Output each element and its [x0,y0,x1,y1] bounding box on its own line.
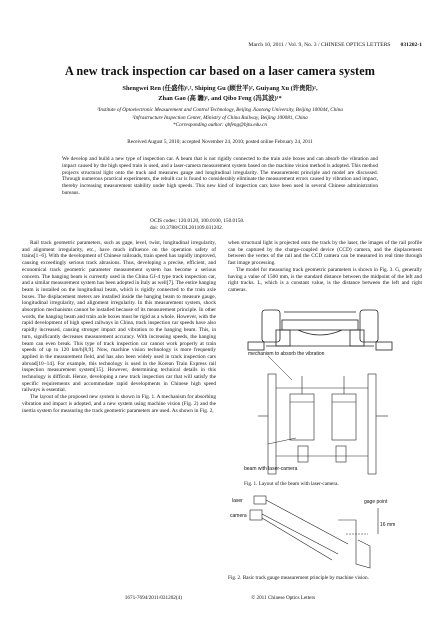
copyright: © 2011 Chinese Optics Letters [251,595,316,601]
running-header [150,42,422,48]
abstract: We develop and build a new type of inspection car. A beam that is not rigidly connected to the train axle boxes and can absorb the vibration and impact caused by the high speed train is used, and a laser-camera measurement system based on the machine vision method is adopted. This method projects structural light onto the track and measures gauge and longitudinal irregularity. The measurement principle and model are discussed. Through numerous practical experiments, the rebuilt car is found to considerably eliminate the measurement errors caused by vibration and impact, thereby increasing measurement stability under high speeds. This new kind of inspection cars have been used in several Chinese administration bureaus. [62,156,378,196]
affiliation-2: ²Infrastructure Inspection Center, Ministry of China Railway, Beijing 100081, China [132,114,308,121]
body-paragraph: Rail track geometric parameters, such as gage, level, twist, longitudinal irregularity, and alignment irregularity, etc., have much influence on the operation safety of trains[1−6]. With the development of Chinese railroads, train speed has rapidly improved, causing exceedingly serious track abrasions. Thus, developing a precise, efficient, and economical track geometric parameter measurement system has become a serious concern. The hanging beam is currently used in the China GJ-4 type track inspection car, and a similar measurement system has been adopted in Italy as well[7]. The entire hanging beam is installed on the longitudinal beam, which is rigidly connected to the train axle boxes. The displacement meters are installed inside the hanging beam to measure gauge, longitudinal irregularity, and alignment irregularity. In this measurement system, shock absorption mechanisms cannot be installed because of its measurement principle. In other words, the hanging beam and train axle boxes must be rigid as a whole. However, with the rapid development of high speed railways in China, track inspection car speeds have also rapidly increased, causing stronger impact and vibration to the hanging beam. This, in turn, significantly decreases measurement accuracy. With increasing speeds, the hanging beam can even break. This type of track inspection car cannot work properly at train speeds of up to 120 km/h[8,9]. Now, machine vision technology is more frequently applied in the measurement field, and has also been widely used in track inspection cars abroad[10−14]. For example, this technology is used in the Korean Train Express rail inspection measurement system[15]. However, determining technical details in this technology is difficult. Hence, developing a new track inspection car that will satisfy the specific requirements and accommodate rapid developments in Chinese high speed railways is essential. [22,240,216,394]
train-bogie-drawing [248,310,392,350]
right-column [228,240,422,294]
authors [0,84,440,104]
figure-1-caption: Fig. 1. Layout of the beam with laser-camera. [244,481,339,487]
label-16mm: 16 mm [380,522,396,528]
left-column [22,240,216,414]
rail-profile [338,520,370,568]
figure-2 [228,494,422,572]
paper-title: A new track inspection car based on a laser camera system [65,64,375,78]
pointer-line [268,356,292,380]
body-paragraph: The layout of the proposed new system is shown in Fig. 1. A mechanism for absorbing vibration and impact is adopted, and a new system using machine vision (Fig. 2) and the inertia system for measuring the track geometric parameters are used. As shown in Fig. 2, [22,394,216,414]
label-mechanism: mechanism to absorb the vibration [248,351,325,357]
doi: doi: 10.3788/COL201109.031202. [150,224,224,231]
label-laser: laser [232,498,243,504]
camera-box [250,510,262,520]
issn: 1671-7694/2011/031202(4) [124,595,182,601]
page-footer [0,595,440,601]
journal-info: March 10, 2011 / Vol. 9, No. 3 / CHINESE OPTICS LETTERS [248,42,391,48]
corresponding-author: *Corresponding author: qbfeng@bjtu.edu.cn [173,122,267,129]
label-beam: beam with laser-camera [244,466,298,472]
body-paragraph: when structural light is projected onto the track by the laser, the images of the rail profile can be captured by the charge-coupled device (CCD) camera, and the displacement between the vertex of the rail and the CCD camera can be measured in real time through fast image processing. [228,240,422,267]
laser-box [254,496,266,504]
label-gage-point: gage point [364,499,388,505]
camera-ray [262,514,338,554]
authors-line-1: Shengwei Ren (任盛伟)¹,², Shiping Gu (顾世平)², Guiyang Xu (许贵阳)², [122,85,318,92]
received-dates: Received August 5, 2010; accepted November 24, 2010; posted online February 24, 2011 [127,139,313,145]
beam-drawing [258,374,388,474]
figure-1 [228,306,422,478]
pointer-line [268,438,296,444]
figure-2-caption: Fig. 2. Basic track gauge measurement principle by machine vision. [228,575,369,581]
body-paragraph: The model for measuring track geometric parameters is shown in Fig. 3. G, generally having a value of 1500 mm, is the standard distance between the midpoint of the left and right tracks. L, which is a constant value, is the distance between the left and right cameras. [228,266,422,293]
ocis-codes: OCIS codes: 120.0120, 100.0100, 150.0150. [150,218,245,224]
affiliations [0,107,440,130]
label-camera: camera [230,513,247,519]
camera-ray [262,518,332,560]
page-number: 031202-1 [400,42,422,48]
ocis-block [150,218,390,232]
affiliation-1: ¹Institute of Optoelectronic Measurement and Control Technology, Beijing Jiaotong University, Beijing 100044, China [97,107,343,113]
authors-line-2: Zhan Gao (高 瞻)¹, and Qibo Feng (冯其波)¹* [158,95,282,102]
